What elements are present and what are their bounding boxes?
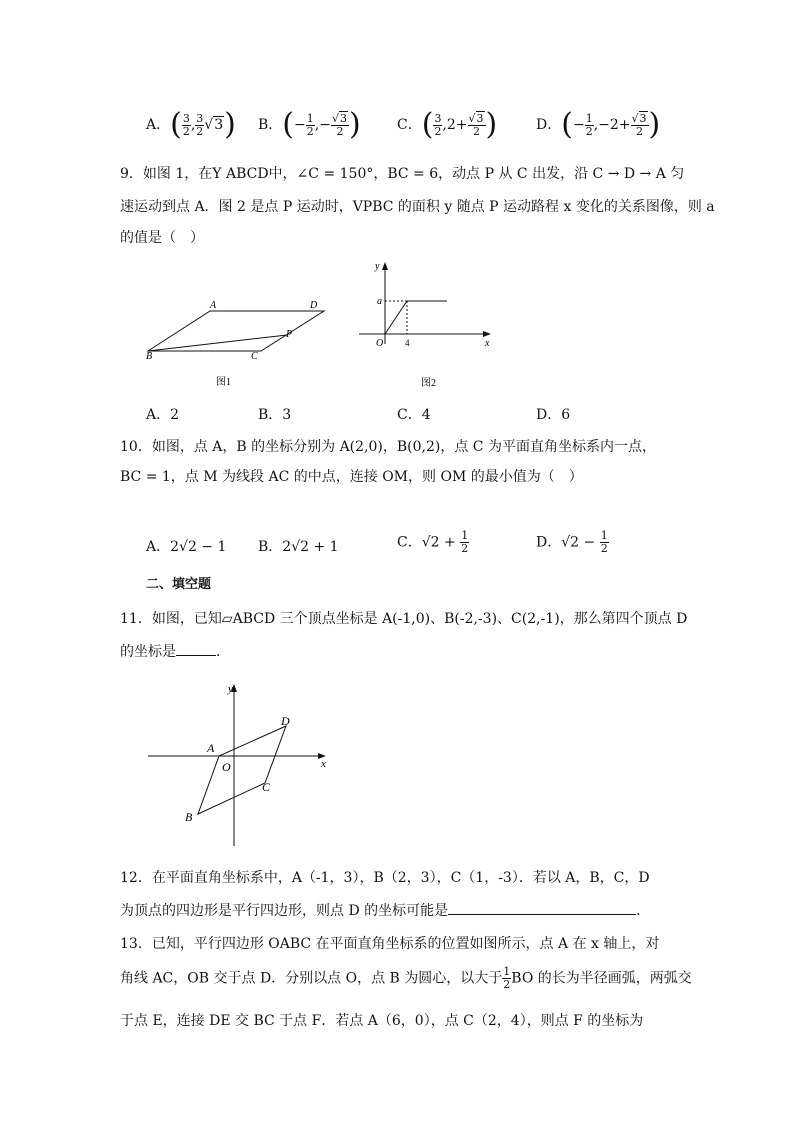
axis-x-label: x (485, 338, 490, 349)
q11-line-1: 11．如图，已知▱ABCD 三个顶点坐标是 A(-1,0)、B(-2,-3)、C(2,-1)，那么第四个顶点 D (120, 611, 688, 627)
q11-figure (140, 680, 340, 850)
frac-num: 1 (503, 965, 511, 978)
q10-line-1: 10．如图，点 A，B 的坐标分别为 A(2,0)，B(0,2)，点 C 为平面直角坐标系内一点， (120, 439, 656, 455)
separator: ,2+ (442, 117, 468, 133)
answer-blank[interactable] (448, 914, 636, 915)
radicand: 3 (339, 111, 347, 125)
option-text: 2√2 + 1 (282, 539, 339, 555)
label-b: B (146, 351, 153, 362)
option-label: B． (258, 539, 283, 555)
option-label: D． (536, 117, 562, 133)
option-label: A． (146, 539, 171, 555)
frac-den: 2 (182, 124, 190, 138)
frac-den: 2 (600, 542, 608, 555)
label-b: B (185, 810, 193, 824)
frac-num: 3 (182, 111, 190, 125)
figure-caption: 图2 (421, 378, 436, 389)
separator: ,− (314, 117, 331, 133)
minus-sign: − (572, 117, 585, 133)
frac-den: 2 (196, 124, 204, 138)
frac-num: 1 (461, 529, 469, 542)
q11-line-2-text: 的坐标是 (120, 644, 176, 660)
separator: ,−2+ (593, 117, 631, 133)
option-label: B． (258, 117, 283, 133)
q12-line-1: 12．在平面直角坐标系中，A（-1，3），B（2，3），C（1，-3）．若以 A，B，C，D (120, 870, 650, 886)
label-d: D (310, 300, 318, 311)
q10-option-c (397, 530, 469, 555)
q13-line-3: 于点 E，连接 DE 交 BC 于点 F．若点 A（6，0），点 C（2，4），则点 F 的坐标为 (120, 1013, 644, 1029)
option-text: 2√2 − 1 (170, 539, 227, 555)
q8-option-b: B．(− $\frac{1}{2}$ ,− $\frac{√3}{2}$ ) (258, 107, 361, 142)
label-c: C (262, 780, 271, 794)
q11-line-2-end: ． (216, 644, 230, 660)
q11-line-2 (120, 642, 230, 662)
option-text: √2 − (561, 534, 600, 551)
q9-option-d: D．6 (536, 407, 571, 423)
axis-x-label: x (321, 758, 326, 770)
q9-option-b: B．3 (258, 407, 292, 423)
frac-num: 1 (306, 111, 314, 125)
axis-y-label: y (375, 261, 380, 272)
q8-option-d: D．(− $\frac{1}{2}$ ,−2+ $\frac{√3}{2}$ ) (536, 107, 661, 142)
frac-den: 2 (636, 124, 644, 138)
tick-label: 4 (405, 338, 410, 348)
option-label: C． (397, 117, 422, 133)
label-a: A (210, 300, 217, 311)
q13-line-2 (120, 966, 692, 991)
radicand: 3 (214, 117, 224, 133)
q8-option-c: C．( $\frac{3}{2}$ ,2+ $\frac{√3}{2}$ ) (397, 107, 498, 142)
q12-line-2-end: ． (636, 903, 651, 919)
frac-num: 1 (600, 529, 608, 542)
q10-option-b (258, 536, 339, 556)
frac-num: 3 (196, 111, 204, 125)
q9-figure-1 (140, 295, 340, 395)
frac-den: 2 (585, 124, 593, 138)
label-a-value: a (377, 296, 382, 307)
label-d: D (281, 714, 290, 728)
q8-option-a: A．( $\frac{3}{2}$ , $\frac{3}{2}$ √3) (146, 107, 236, 142)
label-p: P (286, 329, 293, 340)
axis-y-label: y (228, 683, 233, 695)
q13-line-2-text-post: BO 的长为半径画弧，两弧交 (511, 970, 692, 987)
q10-option-d (536, 530, 609, 555)
frac-den: 2 (306, 124, 314, 138)
q10-line-2: BC = 1，点 M 为线段 AC 的中点，连接 OM，则 OM 的最小值为（ ） (120, 469, 583, 485)
frac-num: 3 (434, 111, 442, 125)
section-heading: 二、填空题 (146, 577, 212, 592)
q9-option-a: A．2 (146, 407, 180, 423)
origin-label: O (222, 760, 231, 774)
q13-line-2-text: 角线 AC，OB 交于点 D．分别以点 O，点 B 为圆心，以大于 (120, 970, 503, 987)
q12-line-2 (120, 901, 650, 921)
option-label: C． (397, 534, 422, 551)
q12-line-2-text: 为顶点的四边形是平行四边形，则点 D 的坐标可能是 (120, 903, 449, 919)
q9-option-c: C．4 (397, 407, 431, 423)
figure-caption: 图1 (216, 377, 231, 388)
q9-line-1: 9．如图 1，在Y ABCD中，∠C = 150°，BC = 6，动点 P 从 C 出发，沿 C → D → A 匀 (120, 166, 685, 182)
frac-den: 2 (434, 124, 442, 138)
q10-option-a (146, 536, 226, 556)
label-a: A (207, 741, 215, 755)
origin-label: O (376, 338, 384, 349)
q9-figure-2 (355, 258, 495, 393)
q9-line-2: 速运动到点 A．图 2 是点 P 运动时，VPBC 的面积 y 随点 P 运动路程 x 变化的关系图像，则 a (120, 199, 715, 215)
answer-blank[interactable] (176, 655, 216, 656)
option-label: D． (536, 534, 562, 551)
radicand: 3 (476, 111, 484, 125)
option-label: A． (146, 117, 171, 133)
q13-line-1: 13．已知，平行四边形 OABC 在平面直角坐标系的位置如图所示，点 A 在 x 轴上，对 (120, 936, 660, 952)
frac-num: 1 (585, 111, 593, 125)
frac-den: 2 (461, 542, 469, 555)
frac-den: 2 (503, 978, 511, 991)
q9-line-3: 的值是（ ） (120, 230, 204, 246)
radicand: 3 (639, 111, 647, 125)
minus-sign: − (294, 117, 306, 133)
option-text: √2 + (421, 534, 461, 551)
frac-den: 2 (473, 124, 481, 138)
label-c: C (251, 351, 258, 362)
frac-den: 2 (336, 124, 344, 138)
